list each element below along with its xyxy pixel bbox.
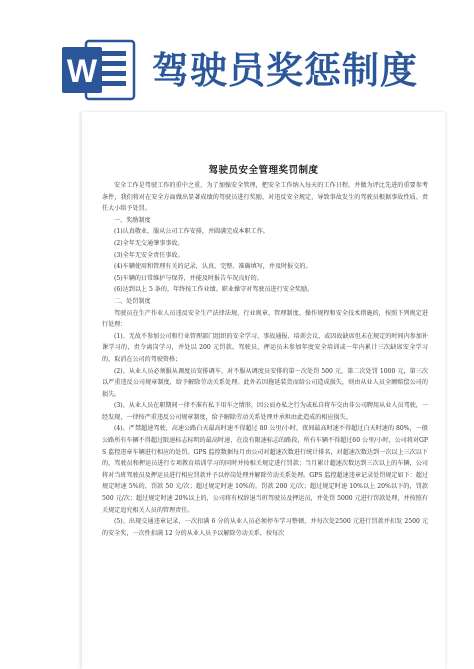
section-heading: 一、奖励制度 [114,216,151,224]
doc-paragraph: (3)、从业人员在职期间一律不准有私下用车之情形，因公而办私之行为或私自将车交由非公司聘用从业人员驾驶，一经发现，一律按严重违反公司规章制度，给予解除劳动关系处理并承担由此造成的相应损失。 [102,402,428,421]
list-item: (1)认真敬业，服从公司工作安排，并圆满完成本职工作。 [114,228,269,236]
doc-paragraph: (1)、无故不参加公司和行业管理部门组织的安全学习、事故通报、培训会议，或因故缺席但未在规定的时间内参加补课学习的，责令离岗学习，并处以 200 元罚款。驾驶员、押运员未参加年度安全培训或一年内累计三次缺席安全学习的，取消在公司的驾驶资格； [102,332,428,363]
doc-paragraph: (2)、从业人员必须服从调度员安排调车，对不服从调度员安排的第一次处罚 500 元，第二次处罚 1000 元，第三次以严重违反公司规章制度，给予解除劳动关系处理。此外若因拖延装货而给公司造成损失，则由从业人员全额赔偿公司的损失。 [102,367,428,398]
section-heading: 二、处罚制度 [114,297,151,305]
word-logo-letter: W [66,53,98,89]
list-item: (6)达到以上 5 条的，年终按工作业绩、职业操守对驾驶员进行安全奖励。 [114,286,314,294]
document-page [82,112,445,669]
list-item: (3)全年无安全责任事故。 [114,251,184,259]
page-title: 驾驶员奖惩制度 [152,49,418,92]
header-banner [0,0,474,106]
doc-paragraph: 驾驶员在生产作业人员违反安全生产法律法规、行业规章、管理制度、操作规程和安全技术措施的，按照下列规定进行处理： [102,309,428,329]
doc-paragraph: (4)、严禁超速驾驶，高速公路白天最高时速不得超过 80 公里/小时，夜间最高时速不得超过白天时速的 80%，一般公路所有车辆不得超过限速标志标明的最高时速，在没有限速标志的路段，所有车辆不得超过60 公里/小时，公司将对GPS 监控违章车辆进行相应的处罚。GPS 监控数据每月由公司对超速次数进行统计排名，对超速次数达到一次以上三次以下的，驾驶员和押运员进行专项教育培训学习的同时并按相关规定进行罚款；当月累计超速次数达到三次以上的车辆，公司将对当班驾驶员及押运员进行相应罚款并予以停岗处理并解除劳动关系处理。GPS 监控超速违章记录处罚规定如下：超过规定时速 5%的，罚款 50 元/次；超过规定时速 10%的，罚款 200 元/次；超过规定时速 10%以上 20%以下的，罚款 500 元/次；超过规定时速 20%以上的，公司将有权辞退当班驾驶员及押运员，并处罚 5000 元进行罚款处理，并按照有关规定追究相关人员的管理责任。 [102,425,428,514]
list-item: (4)车辆使用和管理有关的记录，认真、完整、准确填写，并及时报交的。 [114,263,312,271]
list-item: (5)车辆的日常维护与保养，并能及时报告车况良好的。 [114,274,263,282]
doc-paragraph: 安全工作是驾驶工作的重中之重，为了加强安全管理，把安全工作纳入每天的工作日程，并做为评比先进的重要参考条件，我们将对在安全方面做出显著成绩的驾驶员进行奖励，对违反安全规定，导致事故发生的驾驶员根据事故性质、责任大小给予处罚。 [102,182,428,213]
doc-paragraph: (5)、出现交通违章记录，一次扣满 6 分的从业人员必须停车学习整顿，并每次处2500 元进行罚款并扣发 2500 元的安全奖，一次性扣满 12 分的从业人员予以解除劳动关系，按每次 [102,518,428,537]
word-document-icon [62,38,136,102]
list-item: (2)全年无交通肇事事故。 [114,239,184,247]
document-body [102,180,428,539]
document-title: 驾驶员安全管理奖罚制度 [208,165,319,176]
